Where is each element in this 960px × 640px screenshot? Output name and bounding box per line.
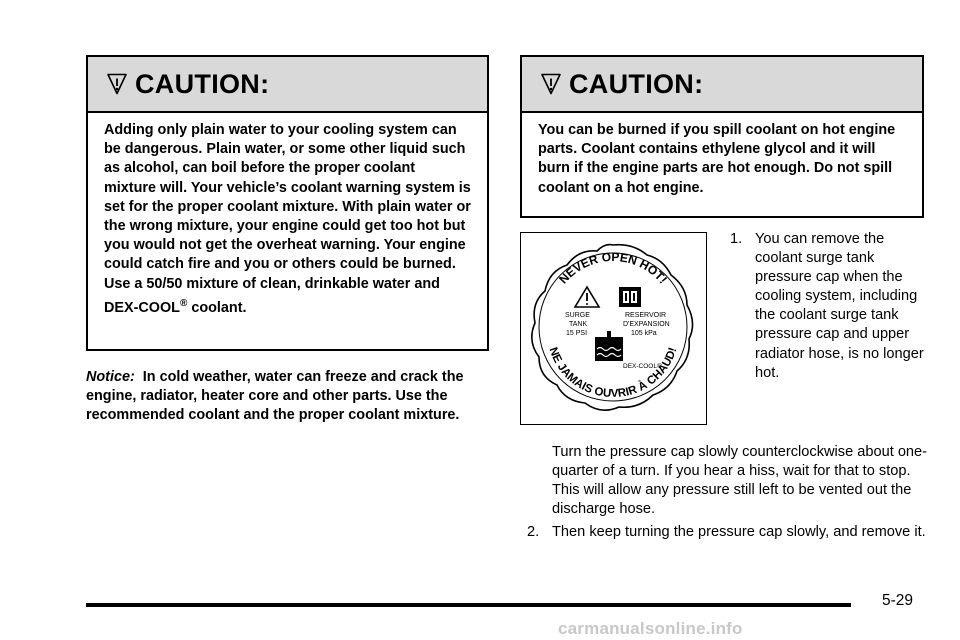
cap-manual-icon [619,287,641,307]
caution-title: CAUTION: [569,68,704,99]
cap-right-label-3: 105 kPa [631,330,657,337]
watermark: carmanualsonline.info [558,619,743,638]
cap-top-text: NEVER OPEN HOT! [556,249,671,287]
cap-brand-label: DEX-COOL® [623,363,662,370]
notice-text: In cold weather, water can freeze and crack the engine, radiator, heater core and other parts. Use the recommended coolant and the proper coolant mixture. [86,369,464,424]
page-number: 5-29 [882,592,914,609]
instruction-paragraph: Turn the pressure cap slowly counterclockwise about one-quarter of a turn. If you hear a hiss, wait for that to stop. This will allow any pressure still left to be vented out the discharge hose. [552,444,928,518]
cap-left-label-2: TANK [569,321,588,328]
step-1 [730,230,930,383]
notice-label: Notice: [86,369,135,385]
warning-triangle-icon [106,73,128,95]
step-number: 2. [527,524,540,540]
step-2 [527,523,927,542]
caution-header [88,57,487,113]
cap-left-label-3: 15 PSI [566,330,588,337]
caution-box-plain-water [86,55,489,351]
caution-text: Adding only plain water to your cooling system can be dangerous. Plain water, or some other liquid such as alcohol, can boil before the proper coolant mixture will. Your vehicle’s coolant warning system is set for the proper coolant mixture. With plain water or the wrong mixture, your engine could get too hot but you would not get the overheat warning. Your engine could catch fire and you or others could be burned. Use a 50/50 mixture of clean, drinkable water and DEX-COOL [104,122,471,316]
notice-paragraph [86,368,491,426]
footer-rule [86,603,851,607]
cap-right-label-1: RESERVOIR [625,312,667,319]
caution-text: You can be burned if you spill coolant on hot engine parts. Coolant contains ethylene glycol and it will burn if the engine parts are hot enough. Do not spill coolant on a hot engine. [538,122,896,196]
caution-header [522,57,922,113]
pressure-cap-illustration [520,232,707,425]
step-text: You can remove the coolant surge tank pressure cap when the cooling system, including the coolant surge tank pressure cap and upper radiator hose, is no longer hot. [755,231,924,381]
pressure-cap-drawing [521,233,705,423]
step-text: Then keep turning the pressure cap slowly, and remove it. [552,524,926,540]
caution-body [88,113,487,318]
cap-bottom-text: NE JAMAIS OUVRIR À CHAUD! [546,345,680,401]
caution-body [522,113,922,198]
cap-right-label-2: D'EXPANSION [623,321,670,328]
cap-left-label-1: SURGE [565,312,590,319]
caution-text-end: coolant. [187,299,247,316]
registered-mark: ® [179,297,188,309]
caution-title: CAUTION: [135,68,270,99]
warning-triangle-icon [540,73,562,95]
step-number: 1. [730,231,743,247]
caution-box-hot-coolant [520,55,924,218]
